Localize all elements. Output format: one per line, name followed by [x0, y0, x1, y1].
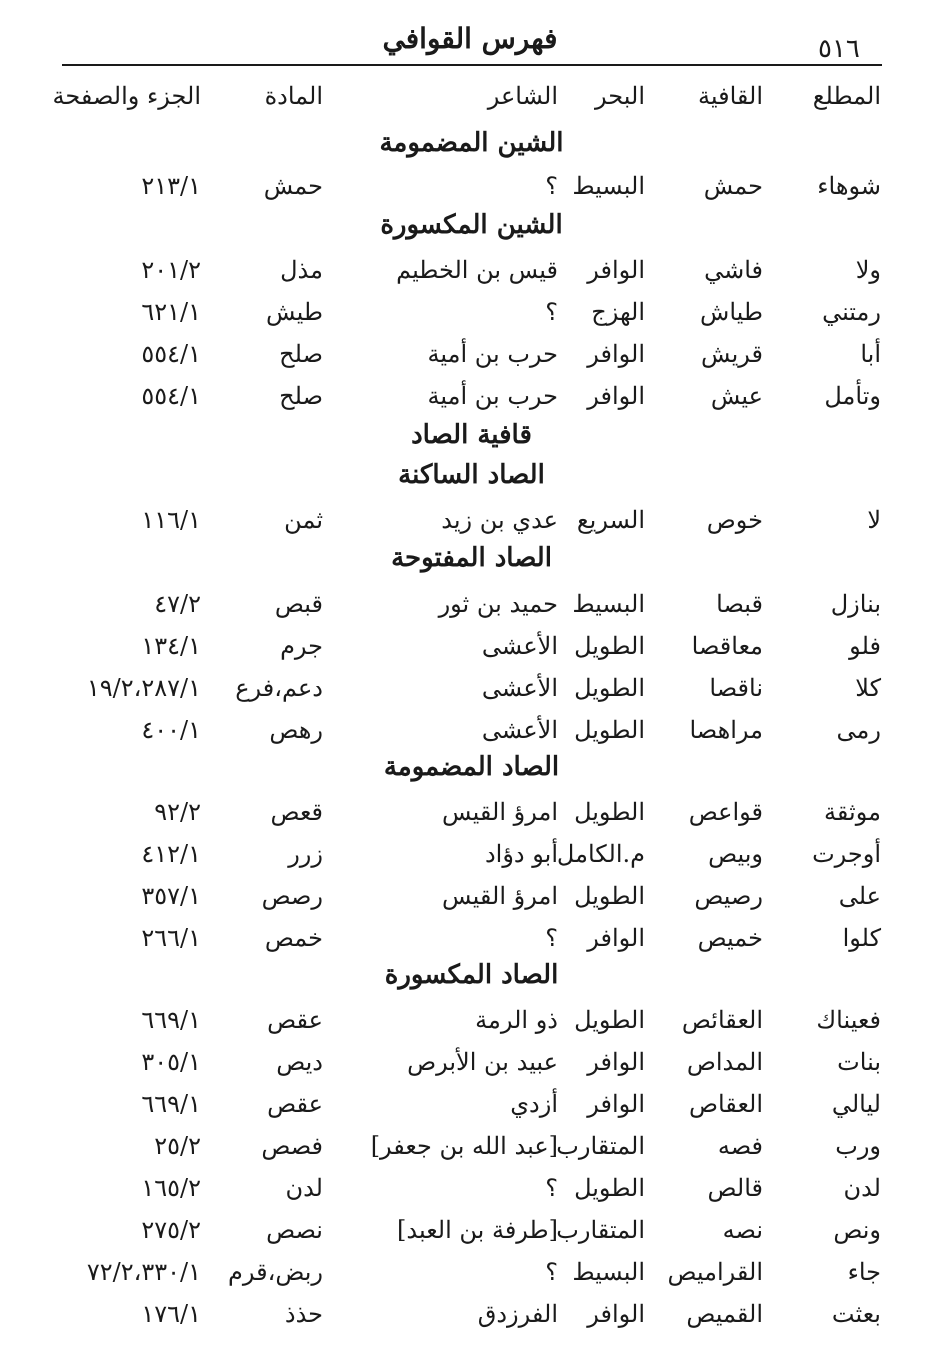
root: دعم،فرع [235, 674, 323, 702]
rhyme-word: العقائص [681, 1006, 763, 1034]
volume-page: ٣٥٧/١ [141, 882, 201, 910]
opening-word: فعيناك [816, 1006, 881, 1034]
rhyme-word: فصه [717, 1132, 763, 1160]
index-row [0, 924, 943, 964]
rhyme-word: مراهصا [689, 716, 763, 744]
index-row [0, 674, 943, 714]
opening-word: ونص [833, 1216, 881, 1244]
root: لدن [285, 1174, 323, 1202]
index-row [0, 840, 943, 880]
section-heading: الصاد المضمومة [383, 752, 560, 782]
column-header-root: المادة [264, 82, 323, 110]
opening-word: بنات [837, 1048, 881, 1076]
meter: الوافر [587, 256, 645, 284]
root: حمش [263, 172, 323, 200]
section-heading: الصاد المكسورة [384, 960, 559, 990]
meter: الوافر [587, 924, 645, 952]
poet: الأعشى [481, 674, 558, 702]
index-row [0, 798, 943, 838]
meter: الهزج [591, 298, 645, 326]
opening-word: جاء [847, 1258, 881, 1286]
poet: ؟ [545, 1174, 558, 1202]
poet: عدي بن زيد [441, 506, 558, 534]
poet: [طرفة بن العبد] [396, 1216, 558, 1244]
meter: السريع [576, 506, 645, 534]
rhyme-word: خوص [706, 506, 763, 534]
index-row [0, 340, 943, 380]
meter: الطويل [574, 716, 645, 744]
rhyme-word: وبيص [708, 840, 763, 868]
meter: الطويل [574, 798, 645, 826]
index-row [0, 1048, 943, 1088]
volume-page: ٢٧٥/٢ [141, 1216, 201, 1244]
poet: ؟ [545, 1258, 558, 1286]
column-header-rhyme: القافية [697, 82, 763, 110]
opening-word: فلو [849, 632, 881, 660]
volume-page: ٤٧/٢ [154, 590, 201, 618]
opening-word: بنازل [830, 590, 881, 618]
rhyme-word: القميص [686, 1300, 763, 1328]
index-row [0, 1006, 943, 1046]
page-title: فهرس القوافي [382, 22, 558, 55]
opening-word: كلوا [842, 924, 881, 952]
poet: عبيد بن الأبرص [407, 1048, 558, 1076]
rhyme-word: حمش [703, 172, 763, 200]
poet: ؟ [545, 298, 558, 326]
root: ثمن [284, 506, 323, 534]
rhyme-word: العقاص [688, 1090, 763, 1118]
meter: المتقارب [556, 1216, 645, 1244]
volume-page: ١٣٤/١ [141, 632, 201, 660]
volume-page: ٦٢١/١ [141, 298, 201, 326]
section-heading: الصاد المفتوحة [391, 543, 552, 573]
rhyme-word: رصيص [694, 882, 763, 910]
poet: الأعشى [481, 632, 558, 660]
opening-word: كلا [855, 674, 881, 702]
root: نصص [266, 1216, 323, 1244]
opening-word: رمى [836, 716, 881, 744]
meter: الوافر [587, 382, 645, 410]
index-row [0, 882, 943, 922]
index-row [0, 1090, 943, 1130]
meter: الطويل [574, 882, 645, 910]
opening-word: موثقة [824, 798, 881, 826]
section-heading: الشين المكسورة [380, 210, 563, 240]
meter: المتقارب [556, 1132, 645, 1160]
meter: الوافر [587, 1090, 645, 1118]
volume-page: ٦٦٩/١ [141, 1090, 201, 1118]
rhyme-word: قالص [707, 1174, 763, 1202]
meter: البسيط [572, 172, 645, 200]
root: حذذ [284, 1300, 323, 1328]
volume-page: ١١٦/١ [141, 506, 201, 534]
root: قعص [270, 798, 323, 826]
index-row [0, 590, 943, 630]
root: خمص [264, 924, 323, 952]
meter: م.الكامل [556, 840, 645, 868]
volume-page: ٢٠١/٢ [141, 256, 201, 284]
poet: ذو الرمة [475, 1006, 558, 1034]
volume-page: ١٧٦/١ [141, 1300, 201, 1328]
volume-page: ٣٠٥/١ [141, 1048, 201, 1076]
section-heading: الشين المضمومة [379, 128, 564, 158]
rhyme-word: القراميص [667, 1258, 763, 1286]
rhyme-word: نصه [722, 1216, 763, 1244]
root: فصص [261, 1132, 323, 1160]
index-row [0, 1300, 943, 1340]
poet: حميد بن ثور [438, 590, 558, 618]
column-header-opening: المطلع [812, 82, 881, 110]
meter: البسيط [572, 1258, 645, 1286]
root: زرر [288, 840, 323, 868]
opening-word: ليالي [831, 1090, 881, 1118]
index-row [0, 1258, 943, 1298]
opening-word: وتأمل [824, 382, 881, 410]
root: ربض،قرم [228, 1258, 323, 1286]
poet: ؟ [545, 924, 558, 952]
index-row [0, 298, 943, 338]
root: عقص [267, 1090, 323, 1118]
rhyme-word: معاقصا [691, 632, 763, 660]
poet: ؟ [545, 172, 558, 200]
opening-word: أوجرت [812, 840, 881, 868]
volume-page: ٧٢/٢،٣٣٠/١ [86, 1258, 201, 1286]
poet: امرؤ القيس [442, 882, 558, 910]
root: مذل [280, 256, 323, 284]
volume-page: ١٦٥/٢ [141, 1174, 201, 1202]
volume-page: ٤٠٠/١ [141, 716, 201, 744]
poet: الفرزدق [477, 1300, 558, 1328]
poet: امرؤ القيس [442, 798, 558, 826]
section-heading: الصاد الساكنة [398, 460, 545, 490]
volume-page: ٩٢/٢ [154, 798, 201, 826]
opening-word: بعثت [831, 1300, 881, 1328]
root: جرم [280, 632, 323, 660]
root: عقص [267, 1006, 323, 1034]
root: صلح [279, 340, 323, 368]
poet: قيس بن الخطيم [396, 256, 558, 284]
volume-page: ٥٥٤/١ [141, 382, 201, 410]
header-rule [62, 64, 882, 66]
poet: أزدي [510, 1090, 558, 1118]
opening-word: أبا [860, 340, 881, 368]
index-row [0, 1216, 943, 1256]
meter: الوافر [587, 1300, 645, 1328]
rhyme-word: طياش [700, 298, 763, 326]
index-row [0, 506, 943, 546]
meter: البسيط [572, 590, 645, 618]
poet: أبو دؤاد [484, 840, 558, 868]
meter: الطويل [574, 674, 645, 702]
meter: الطويل [574, 632, 645, 660]
column-header-poet: الشاعر [487, 82, 558, 110]
opening-word: ورب [835, 1132, 881, 1160]
root: قبص [274, 590, 323, 618]
index-row [0, 1132, 943, 1172]
rhyme-word: قريش [701, 340, 763, 368]
meter: الطويل [574, 1006, 645, 1034]
volume-page: ١٩/٢،٢٨٧/١ [86, 674, 201, 702]
page-number: ٥١٦ [818, 34, 860, 64]
opening-word: لدن [843, 1174, 881, 1202]
index-row [0, 716, 943, 756]
poet: [عبد الله بن جعفر] [370, 1132, 558, 1160]
rhyme-word: المداص [686, 1048, 763, 1076]
meter: الطويل [574, 1174, 645, 1202]
section-heading: قافية الصاد [411, 420, 532, 450]
index-row [0, 632, 943, 672]
root: رصص [261, 882, 323, 910]
poet: حرب بن أمية [427, 382, 558, 410]
rhyme-word: خميص [697, 924, 763, 952]
index-row [0, 1174, 943, 1214]
meter: الوافر [587, 340, 645, 368]
root: طيش [266, 298, 323, 326]
rhyme-word: عيش [710, 382, 763, 410]
poet: حرب بن أمية [427, 340, 558, 368]
volume-page: ٥٥٤/١ [141, 340, 201, 368]
opening-word: شوهاء [817, 172, 881, 200]
rhyme-word: قبصا [716, 590, 763, 618]
volume-page: ٢٦٦/١ [141, 924, 201, 952]
opening-word: ولا [855, 256, 881, 284]
volume-page: ٦٦٩/١ [141, 1006, 201, 1034]
index-row [0, 256, 943, 296]
volume-page: ٢١٣/١ [141, 172, 201, 200]
index-row [0, 382, 943, 422]
root: صلح [279, 382, 323, 410]
rhyme-word: فاشي [704, 256, 763, 284]
volume-page: ٤١٢/١ [141, 840, 201, 868]
column-header-meter: البحر [595, 82, 645, 110]
root: رهص [269, 716, 323, 744]
opening-word: رمتني [822, 298, 881, 326]
rhyme-word: ناقصا [709, 674, 763, 702]
opening-word: على [838, 882, 881, 910]
root: ديص [276, 1048, 323, 1076]
opening-word: لا [867, 506, 881, 534]
index-row [0, 172, 943, 212]
poet: الأعشى [481, 716, 558, 744]
rhyme-word: قواعص [688, 798, 763, 826]
column-header-ref: الجزء والصفحة [52, 82, 201, 110]
meter: الوافر [587, 1048, 645, 1076]
volume-page: ٢٥/٢ [154, 1132, 201, 1160]
